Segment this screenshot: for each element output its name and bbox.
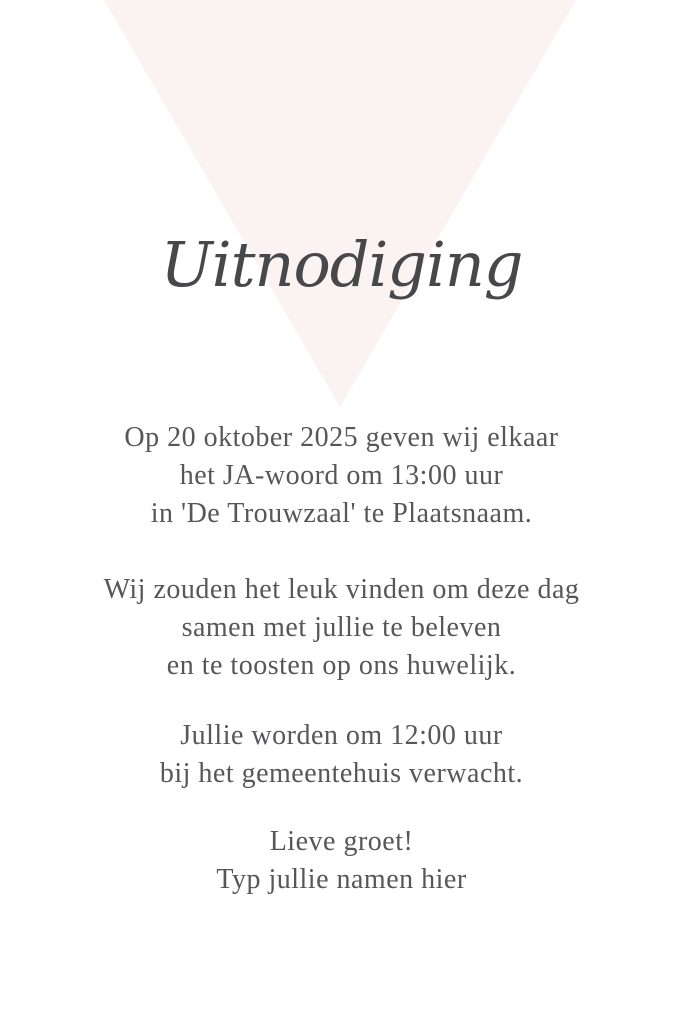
- paragraph-arrival-time: [0, 717, 683, 793]
- text-line: het JA-woord om 13:00 uur: [179, 460, 504, 491]
- paragraph-ceremony-details: [0, 419, 683, 533]
- text-line: Op 20 oktober 2025 geven wij elkaar: [124, 422, 559, 453]
- paragraph-wish: [0, 571, 683, 685]
- invitation-title: Uitnodiging: [160, 228, 523, 301]
- text-line: samen met jullie te beleven: [181, 612, 502, 643]
- names-placeholder-text[interactable]: Typ jullie namen hier: [216, 864, 467, 895]
- paragraph-greeting: [0, 823, 683, 899]
- text-line: en te toosten op ons huwelijk.: [166, 650, 517, 681]
- text-line: in 'De Trouwzaal' te Plaatsnaam.: [150, 498, 533, 529]
- text-line: Jullie worden om 12:00 uur: [180, 720, 503, 751]
- greeting-text: Lieve groet!: [269, 826, 414, 857]
- invitation-body: [0, 419, 683, 899]
- text-line: bij het gemeentehuis verwacht.: [159, 758, 524, 789]
- text-line: Wij zouden het leuk vinden om deze dag: [103, 574, 580, 605]
